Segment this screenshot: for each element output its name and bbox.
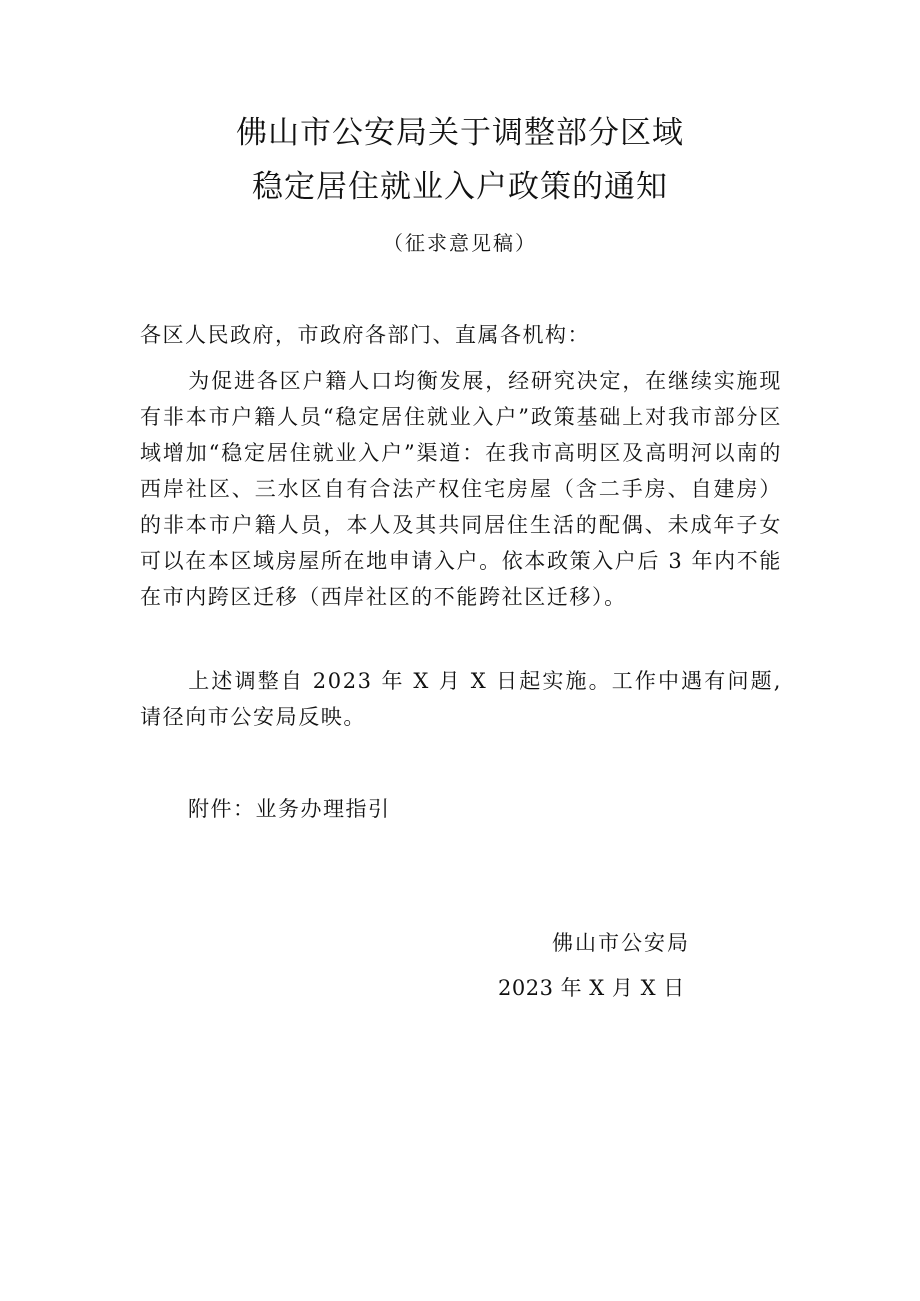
- body-paragraph-effective-date: 上述调整自 2023 年 X 月 X 日起实施。工作中遇有问题,请径向市公安局反映。: [140, 669, 782, 729]
- body-paragraph-policy: 为促进各区户籍人口均衡发展，经研究决定，在继续实施现有非本市户籍人员“稳定居住就业入户”政策基础上对我市部分区域增加“稳定居住就业入户”渠道：在我市高明区及高明河以南的西岸社区、三水区自有合法产权住宅房屋（含二手房、自建房）的非本市户籍人员，本人及其共同居住生活的配偶、未成年子女可以在本区域房屋所在地申请入户。依本政策入户后 3 年内不能在市内跨区迁移（西岸社区的不能跨社区迁移）。: [140, 369, 782, 609]
- attachment-note: 附件：业务办理指引: [188, 797, 391, 821]
- issue-date: 2023 年 X 月 X 日: [498, 976, 685, 1000]
- document-title-line-2: 稳定居住就业入户政策的通知: [252, 169, 668, 205]
- issuing-authority: 佛山市公安局: [552, 931, 690, 955]
- document-title-line-1: 佛山市公安局关于调整部分区域: [236, 115, 684, 151]
- draft-subtitle: （征求意见稿）: [383, 231, 537, 255]
- salutation: 各区人民政府，市政府各部门、直属各机构：: [140, 323, 590, 347]
